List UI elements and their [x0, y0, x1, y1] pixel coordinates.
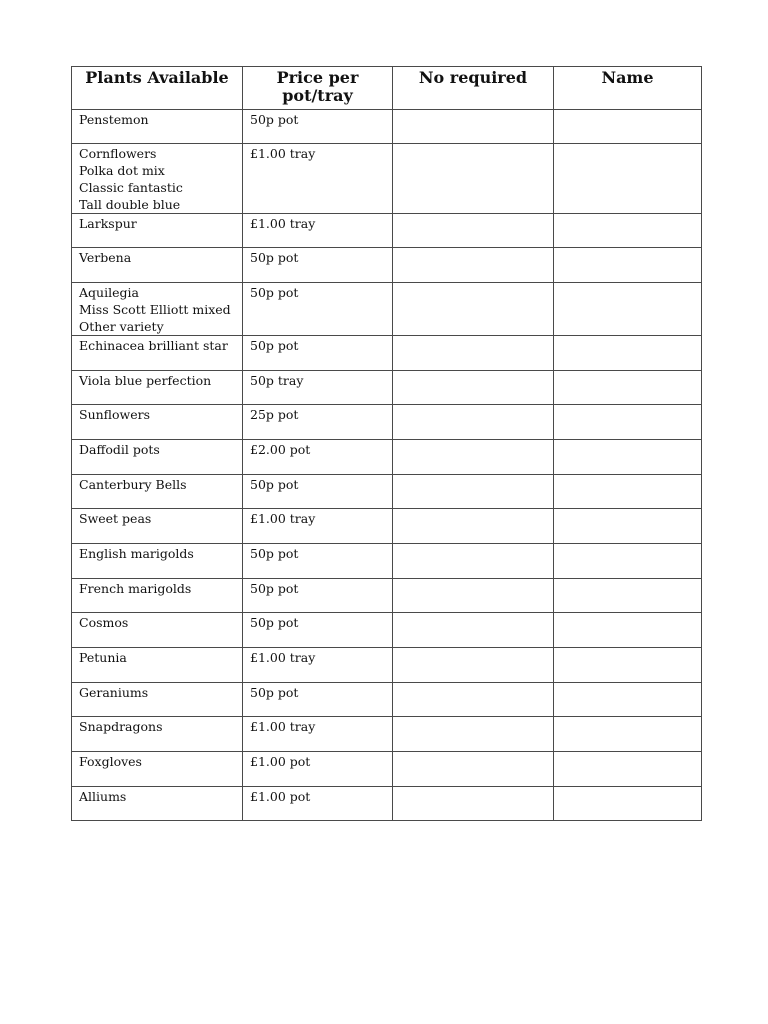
price-text: 50p pot: [250, 546, 299, 561]
price-text: 50p tray: [250, 373, 304, 388]
plant-name-cell: [72, 683, 243, 717]
table-header-row: [72, 67, 702, 110]
table-row: [72, 336, 702, 371]
plant-name: English marigolds: [79, 546, 194, 561]
quantity-required-cell[interactable]: [393, 371, 554, 405]
table-row: [72, 683, 702, 717]
price-cell: [243, 214, 393, 248]
table-row: [72, 717, 702, 752]
table-row: [72, 110, 702, 144]
plant-name: Echinacea brilliant star: [79, 338, 228, 353]
customer-name-cell[interactable]: [554, 475, 702, 509]
plant-name-cell: [72, 475, 243, 509]
price-cell: [243, 717, 393, 752]
price-cell: [243, 509, 393, 544]
table-row: [72, 544, 702, 579]
customer-name-cell[interactable]: [554, 717, 702, 752]
table-row: [72, 752, 702, 787]
price-text: 50p pot: [250, 285, 299, 300]
plant-name-cell: [72, 371, 243, 405]
header-name: Name: [554, 67, 702, 110]
price-cell: [243, 613, 393, 648]
customer-name-cell[interactable]: [554, 144, 702, 214]
plant-name: Viola blue perfection: [79, 373, 212, 388]
plant-name: Penstemon: [79, 112, 149, 127]
plant-order-sheet: [71, 66, 701, 821]
plant-name: Canterbury Bells: [79, 477, 187, 492]
table-row: [72, 475, 702, 509]
plant-name-cell: [72, 717, 243, 752]
plant-order-table: [71, 66, 702, 821]
price-cell: [243, 144, 393, 214]
header-plants-available: Plants Available: [72, 67, 243, 110]
header-price-line-2: pot/tray: [282, 86, 353, 105]
quantity-required-cell[interactable]: [393, 509, 554, 544]
price-text: £1.00 pot: [250, 789, 311, 804]
price-cell: [243, 440, 393, 475]
quantity-required-cell[interactable]: [393, 248, 554, 283]
customer-name-cell[interactable]: [554, 440, 702, 475]
price-text: £1.00 tray: [250, 216, 316, 231]
plant-name-cell: [72, 579, 243, 613]
header-price-per-pot-tray: [243, 67, 393, 110]
table-row: [72, 579, 702, 613]
table-row: [72, 648, 702, 683]
quantity-required-cell[interactable]: [393, 787, 554, 821]
price-cell: [243, 248, 393, 283]
quantity-required-cell[interactable]: [393, 405, 554, 440]
quantity-required-cell[interactable]: [393, 336, 554, 371]
plant-variety: Tall double blue: [79, 197, 181, 212]
plant-name-cell: [72, 440, 243, 475]
customer-name-cell[interactable]: [554, 110, 702, 144]
price-text: 50p pot: [250, 685, 299, 700]
quantity-required-cell[interactable]: [393, 110, 554, 144]
customer-name-cell[interactable]: [554, 579, 702, 613]
quantity-required-cell[interactable]: [393, 648, 554, 683]
quantity-required-cell[interactable]: [393, 544, 554, 579]
quantity-required-cell[interactable]: [393, 613, 554, 648]
customer-name-cell[interactable]: [554, 787, 702, 821]
table-row: [72, 248, 702, 283]
price-text: 25p pot: [250, 407, 299, 422]
table-row: [72, 371, 702, 405]
plant-name: Sunflowers: [79, 407, 151, 422]
price-text: 50p pot: [250, 112, 299, 127]
price-text: 50p pot: [250, 338, 299, 353]
table-body: [72, 110, 702, 821]
price-cell: [243, 371, 393, 405]
plant-name-cell: [72, 509, 243, 544]
customer-name-cell[interactable]: [554, 371, 702, 405]
price-cell: [243, 752, 393, 787]
price-text: £1.00 pot: [250, 754, 311, 769]
plant-name-cell: [72, 648, 243, 683]
plant-variety: Classic fantastic: [79, 180, 183, 195]
customer-name-cell[interactable]: [554, 509, 702, 544]
customer-name-cell[interactable]: [554, 648, 702, 683]
header-no-required: No required: [393, 67, 554, 110]
plant-name-cell: [72, 544, 243, 579]
quantity-required-cell[interactable]: [393, 752, 554, 787]
plant-name-cell: [72, 613, 243, 648]
price-cell: [243, 283, 393, 336]
table-row: [72, 405, 702, 440]
table-row: [72, 440, 702, 475]
table-row: [72, 214, 702, 248]
price-cell: [243, 475, 393, 509]
plant-name: Snapdragons: [79, 719, 163, 734]
customer-name-cell[interactable]: [554, 283, 702, 336]
header-price-line-1: Price per: [276, 68, 359, 87]
customer-name-cell[interactable]: [554, 405, 702, 440]
plant-name: Petunia: [79, 650, 127, 665]
quantity-required-cell[interactable]: [393, 579, 554, 613]
quantity-required-cell[interactable]: [393, 144, 554, 214]
customer-name-cell[interactable]: [554, 248, 702, 283]
plant-name-cell: [72, 110, 243, 144]
customer-name-cell[interactable]: [554, 336, 702, 371]
price-cell: [243, 405, 393, 440]
plant-variety: Other variety: [79, 319, 164, 334]
price-cell: [243, 648, 393, 683]
plant-name-cell: [72, 336, 243, 371]
price-text: £1.00 tray: [250, 146, 316, 161]
price-cell: [243, 787, 393, 821]
plant-name: Larkspur: [79, 216, 137, 231]
table-row: [72, 787, 702, 821]
plant-name-cell: [72, 752, 243, 787]
plant-name: Daffodil pots: [79, 442, 160, 457]
customer-name-cell[interactable]: [554, 544, 702, 579]
quantity-required-cell[interactable]: [393, 717, 554, 752]
plant-name: Sweet peas: [79, 511, 152, 526]
price-cell: [243, 336, 393, 371]
plant-name-cell: [72, 214, 243, 248]
quantity-required-cell[interactable]: [393, 283, 554, 336]
plant-name-cell: [72, 787, 243, 821]
price-text: £1.00 tray: [250, 511, 316, 526]
quantity-required-cell[interactable]: [393, 475, 554, 509]
quantity-required-cell[interactable]: [393, 214, 554, 248]
table-row: [72, 144, 702, 214]
table-row: [72, 613, 702, 648]
plant-name: Geraniums: [79, 685, 149, 700]
customer-name-cell[interactable]: [554, 683, 702, 717]
plant-variety: Miss Scott Elliott mixed: [79, 302, 231, 317]
price-text: 50p pot: [250, 615, 299, 630]
price-text: 50p pot: [250, 477, 299, 492]
plant-name-cell: [72, 144, 243, 214]
price-cell: [243, 579, 393, 613]
price-text: £2.00 pot: [250, 442, 311, 457]
price-text: £1.00 tray: [250, 719, 316, 734]
table-row: [72, 509, 702, 544]
plant-name: Alliums: [79, 789, 127, 804]
price-text: £1.00 tray: [250, 650, 316, 665]
price-cell: [243, 683, 393, 717]
quantity-required-cell[interactable]: [393, 683, 554, 717]
table-row: [72, 283, 702, 336]
quantity-required-cell[interactable]: [393, 440, 554, 475]
plant-variety: Polka dot mix: [79, 163, 165, 178]
plant-name-cell: [72, 283, 243, 336]
customer-name-cell[interactable]: [554, 613, 702, 648]
plant-name: Foxgloves: [79, 754, 142, 769]
price-text: 50p pot: [250, 581, 299, 596]
customer-name-cell[interactable]: [554, 214, 702, 248]
plant-name: Verbena: [79, 250, 132, 265]
price-cell: [243, 110, 393, 144]
price-text: 50p pot: [250, 250, 299, 265]
plant-name: Cornflowers: [79, 146, 157, 161]
plant-name: Aquilegia: [79, 285, 139, 300]
plant-name-cell: [72, 405, 243, 440]
plant-name: Cosmos: [79, 615, 129, 630]
price-cell: [243, 544, 393, 579]
customer-name-cell[interactable]: [554, 752, 702, 787]
plant-name: French marigolds: [79, 581, 192, 596]
plant-name-cell: [72, 248, 243, 283]
